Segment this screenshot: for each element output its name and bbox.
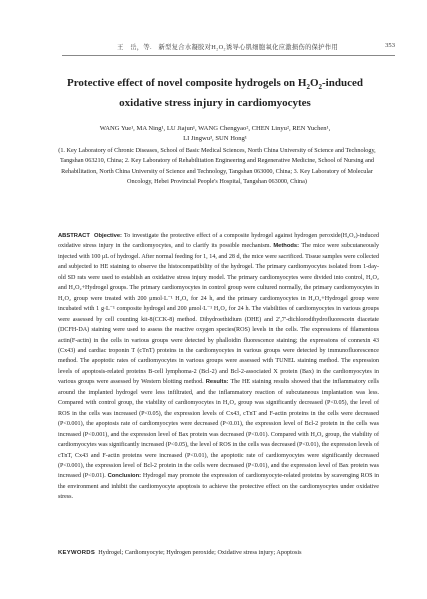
authors-line2: LI Jingwu³, SUN Hong¹ [183,135,247,142]
authors-line1: WANG Yue¹, MA Ning¹, LU Jiajun¹, WANG Chengyao², CHEN Linyu², REN Yuchen¹, [99,125,331,132]
author-list [50,124,380,144]
title-line1-end: -induced [322,77,363,89]
article-title [50,75,380,111]
header-divider [62,55,395,56]
title-o: O [309,77,319,89]
methods-text: The mice were subcutaneously injected with 100 μL of hydrogel. After normal feeding for 1, 14, and 28 d, the mice were sacrificed. Tissue samples were collected and subjected to HE staining to observe the histocompatibility of the hydrogel. The primary cardiomyocytes isolated from 1-day-old SD rats were used to establish an oxidative stress injury model. The primary cardiomyocytes were divided into control, H₂O₂ and H₂O₂+Hydrogel groups. The primary cardiomyocytes in control group were cultured normally, the primary cardiomyocytes in H₂O₂ group were treated with 200 μmol·L⁻¹ H₂O₂ for 24 h, and the primary cardiomyocytes in H₂O₂+Hydrogel group were incubated with 1 g·L⁻¹ composite hydrogel and 200 μmol·L⁻¹ H₂O₂ for 24 h. The viabilities of cardiomyocytes in various groups were assessed by cell counting kit-8(CCK-8) method. Dihydroethidium (DHE) and 2′,7′-dichlorodihydrofluorescein diacetate (DCFH-DA) staining were used to assess the reactive oxygen species(ROS) levels in the cells. The expressions of filamentous actin(F-actin) in the cells in various groups were detected by phalloidin fluorescence staining; the expressions of connexin 43 (Cx43) and cardiac troponin T (cTnT) proteins in the cardiomyocytes in various groups were detected by immunofluorescence method. The apoptotic rates of cardiomyocytes in various groups were assessed with TUNEL staining method. The expression levels of apoptosis-related proteins B-cell lymphoma-2 (Bcl-2) and Bcl-2-associated X protein (Bax) in the cardiomyocytes in various groups were assessed by Western blotting method. [58,243,379,386]
conclusion-label: Conclusion: [107,473,142,480]
title-sub-2a: 2 [306,83,310,92]
page-number: 353 [385,42,395,49]
title-sub-2b: 2 [318,83,322,92]
abstract [58,231,379,503]
title-line1: Protective effect of novel composite hydrogels on H [67,77,307,89]
abstract-label: ABSTRACT [58,233,90,239]
keywords-text: Hydrogel; Cardiomyocyte; Hydrogen peroxide; Oxidative stress injury; Apoptosis [98,549,302,556]
running-header [117,42,395,54]
title-line2: oxidative stress injury in cardiomyocytes [119,97,311,110]
results-text: The HE staining results showed that the inflammatory cells around the implanted hydrogel were less infiltrated, and the inflammatory reaction of subcutaneous implantation was less. Compared with control group, the viability of cardiomyocytes in H₂O₂ group was significantly decreased (P<0.05), the level of ROS in the cells was increased (P<0.05), the expression levels of Cx43, cTnT and F-actin proteins in the cells were decreased (P<0.001), the apoptosis rate of cardiomyocytes were decreased (P<0.01), the expression level of Bcl-2 protein in the cells was increased (P<0.001), and the expression level of Bax protein was decreased (P<0.01). Compared with H₂O₂ group, the viability of cardiomyocytes was significantly increased (P<0.05), the level of ROS in the cells was decreased (P<0.01), the expression levels of cTnT, Cx43 and F-actin proteins were increased (P<0.01), the apoptotic rate of cardiomyocytes were significantly decreased (P<0.001), the expression level of Bcl-2 protein in the cells were decreased (P<0.01), and the expression level of Bax protein was increased (P<0.01). [58,379,380,480]
running-title: 王 岳，等. 新型复合水凝胶对H₂O₂诱导心肌细胞氧化应激损伤的保护作用 [117,44,339,51]
objective-text: To investigate the protective effect of a composite hydrogel against hydrogen peroxide(H₂O₂)-induced oxidative stress injury in the cardiomyocytes, and to clarify its possible mechanism. [58,233,380,250]
results-label: Results: [205,379,229,386]
keywords-label: KEYWORDS [58,550,96,556]
methods-label: Methods: [273,243,300,250]
conclusion-text: Hydrogel may promote the expression of cardiomyocyte-related proteins by scavenging ROS in the environment and inhibit the cardiomyocyte apoptosis to achieve the protective effect on the cardiomyocytes under oxidative stress. [58,473,379,501]
keywords [58,548,379,558]
objective-label: Objective: [93,233,122,239]
abstract-paragraph [58,231,379,503]
affiliations: (1. Key Laboratory of Chronic Diseases, School of Basic Medical Sciences, North China University of Science and Technology, Tangshan 063210, China; 2. Key Laboratory of Rehabilitation Engineering and Regenerative Medicine, School of Nursing and Rehabilitation, North China University of Science and Technology, Tangshan 063000, China; 3. Key Laboratory of Molecular Oncology, Hebei Provincial People's Hospital, Tangshan 063000, China) [58,147,376,186]
